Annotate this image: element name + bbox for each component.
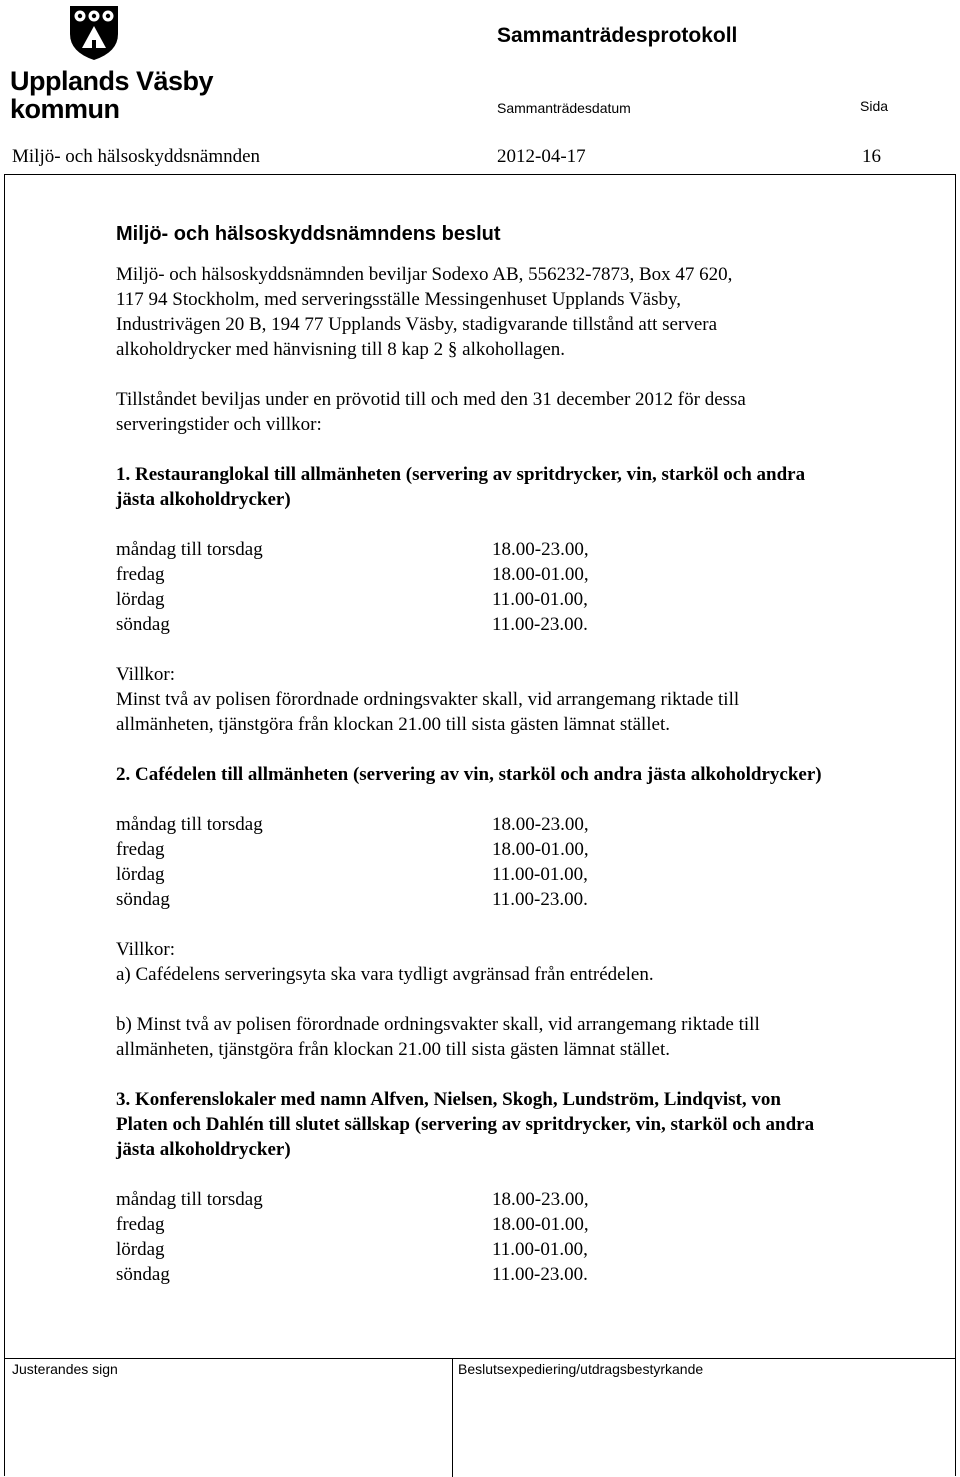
schedule-day: lördag [116,1239,165,1260]
heading-line: jästa alkoholdrycker) [116,1139,291,1160]
schedule-row [116,1212,946,1237]
schedule-row [116,862,946,887]
schedule-time: 11.00-23.00. [492,614,588,635]
schedule-row [116,537,946,562]
conditions-label: Villkor: [116,939,176,960]
text-line: Miljö- och hälsoskyddsnämnden beviljar Sodexo AB, 556232-7873, Box 47 620, [116,264,733,285]
schedule-time: 18.00-01.00, [492,564,589,585]
schedule-time: 11.00-01.00, [492,1239,588,1260]
section-title: Miljö- och hälsoskyddsnämndens beslut [116,223,501,245]
schedule-time: 11.00-01.00, [492,589,588,610]
item-2-heading [116,762,946,787]
schedule-day: måndag till torsdag [116,539,263,560]
item-2-condition-b [116,1012,946,1062]
intro-paragraph [116,262,946,362]
meeting-date-label: Sammanträdesdatum [497,100,631,116]
schedule-row [116,812,946,837]
heading-line: jästa alkoholdrycker) [116,489,291,510]
grant-paragraph [116,387,946,437]
logo-name: Upplands Väsby [10,66,214,96]
schedule-day: lördag [116,864,165,885]
certification-label: Beslutsexpediering/utdragsbestyrkande [458,1361,704,1377]
conditions-label: Villkor: [116,664,176,685]
text-line: Industrivägen 20 B, 194 77 Upplands Väsby, stadigvarande tillstånd att servera [116,314,718,335]
item-1-heading [116,462,946,512]
item-2-condition-a [116,937,946,987]
schedule-day: fredag [116,564,165,585]
footer-divider-line [4,1358,956,1359]
schedule-time: 11.00-01.00, [492,864,588,885]
schedule-day: söndag [116,1264,170,1285]
schedule-time: 18.00-23.00, [492,1189,589,1210]
schedule-row [116,1237,946,1262]
text-line: allmänheten, tjänstgöra från klockan 21.00 till sista gästen lämnat stället. [116,714,671,735]
heading-line: 3. Konferenslokaler med namn Alfven, Nielsen, Skogh, Lundström, Lindqvist, von [116,1089,781,1110]
item-2-schedule [116,812,946,912]
schedule-row [116,837,946,862]
item-1-conditions [116,662,946,737]
schedule-row [116,1187,946,1212]
municipality-logo [10,4,214,124]
footer-column-divider [452,1358,453,1477]
heading-line: Platen och Dahlén till slutet sällskap (servering av spritdrycker, vin, starköl och andra [116,1114,815,1135]
schedule-row [116,562,946,587]
schedule-row [116,587,946,612]
schedule-time: 18.00-23.00, [492,539,589,560]
text-line: allmänheten, tjänstgöra från klockan 21.00 till sista gästen lämnat stället. [116,1039,671,1060]
decision-content [116,220,946,1312]
signature-label: Justerandes sign [12,1361,118,1377]
item-3-heading [116,1087,946,1162]
schedule-day: måndag till torsdag [116,814,263,835]
heading-line: 2. Cafédelen till allmänheten (servering av vin, starköl och andra jästa alkoholdrycker) [116,764,822,785]
heading-line: 1. Restauranglokal till allmänheten (servering av spritdrycker, vin, starköl och andra [116,464,806,485]
schedule-day: måndag till torsdag [116,1189,263,1210]
text-line: 117 94 Stockholm, med serveringsställe Messingenhuset Upplands Väsby, [116,289,682,310]
schedule-time: 11.00-23.00. [492,889,588,910]
schedule-time: 18.00-01.00, [492,1214,589,1235]
meeting-date: 2012-04-17 [497,146,586,167]
schedule-day: fredag [116,839,165,860]
text-line: b) Minst två av polisen förordnade ordningsvakter skall, vid arrangemang riktade till [116,1014,760,1035]
text-line: Minst två av polisen förordnade ordningsvakter skall, vid arrangemang riktade till [116,689,740,710]
schedule-day: fredag [116,1214,165,1235]
schedule-day: söndag [116,889,170,910]
item-1-schedule [116,537,946,637]
schedule-day: lördag [116,589,165,610]
schedule-row [116,1262,946,1287]
coat-of-arms-icon [68,4,120,62]
schedule-row [116,612,946,637]
schedule-time: 18.00-23.00, [492,814,589,835]
text-line: alkoholdrycker med hänvisning till 8 kap 2 § alkohollagen. [116,339,566,360]
committee-name: Miljö- och hälsoskyddsnämnden [12,146,261,167]
item-3-schedule [116,1187,946,1287]
document-title: Sammanträdesprotokoll [497,24,738,47]
page-number: 16 [862,146,881,167]
text-line: Tillståndet beviljas under en prövotid till och med den 31 december 2012 för dessa [116,389,746,410]
schedule-time: 11.00-23.00. [492,1264,588,1285]
text-line: a) Cafédelens serveringsyta ska vara tydligt avgränsad från entrédelen. [116,964,654,985]
logo-subtitle: kommun [10,94,120,124]
text-line: serveringstider och villkor: [116,414,322,435]
schedule-day: söndag [116,614,170,635]
schedule-time: 18.00-01.00, [492,839,589,860]
schedule-row [116,887,946,912]
page-label: Sida [860,98,889,114]
